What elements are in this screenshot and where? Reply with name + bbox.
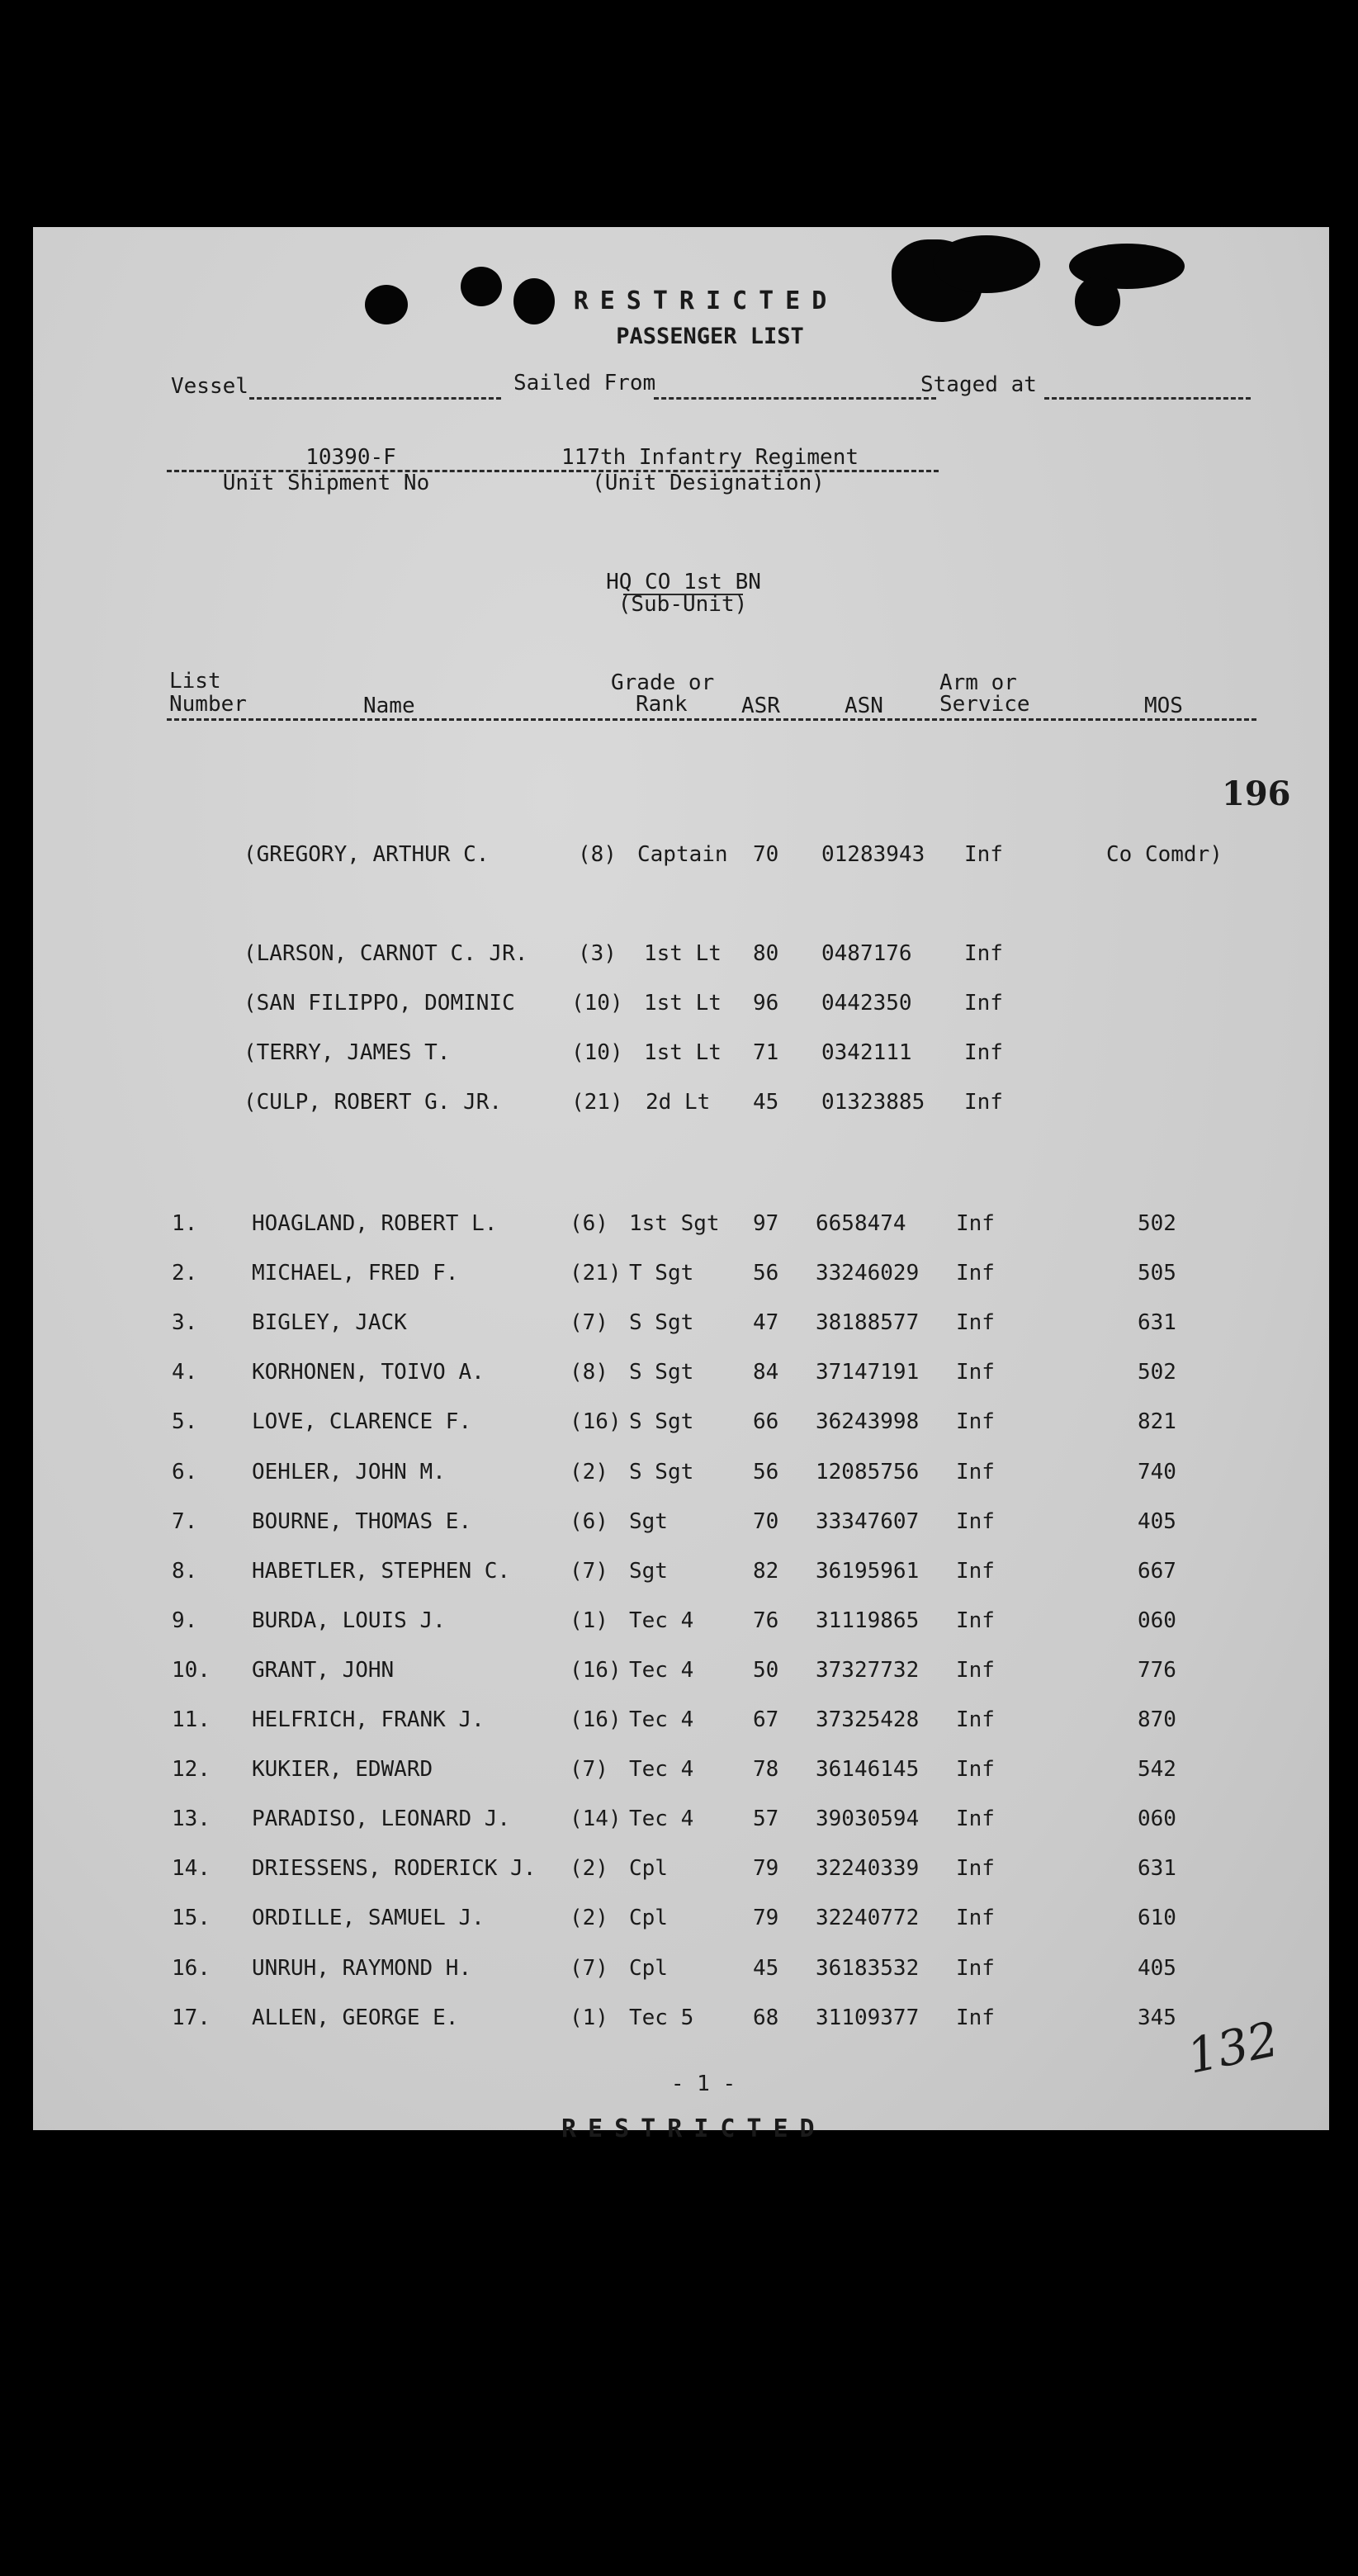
col-name: Name (363, 694, 415, 718)
row-number: 7. (172, 1509, 198, 1534)
enlisted-name: HELFRICH, FRANK J. (252, 1707, 485, 1732)
officer-arm: Inf (964, 941, 1003, 966)
enlisted-asr: 67 (753, 1707, 779, 1732)
col-rank: Rank (636, 692, 688, 717)
passenger-list-page (33, 227, 1329, 2143)
enlisted-arm: Inf (956, 1360, 995, 1385)
enlisted-code: (21) (570, 1261, 622, 1286)
enlisted-rank: Tec 4 (629, 1757, 694, 1782)
officer-name: (CULP, ROBERT G. JR. (244, 1090, 503, 1115)
enlisted-name: DRIESSENS, RODERICK J. (252, 1856, 537, 1881)
enlisted-mos: 631 (1138, 1310, 1176, 1335)
enlisted-rank: Cpl (629, 1956, 668, 1981)
enlisted-mos: 060 (1138, 1807, 1176, 1831)
officer-rank: 1st Lt (644, 1040, 722, 1065)
enlisted-mos: 776 (1138, 1658, 1176, 1683)
officer-code: (3) (578, 941, 617, 966)
enlisted-arm: Inf (956, 1509, 995, 1534)
enlisted-code: (16) (570, 1409, 622, 1434)
enlisted-asr: 68 (753, 2005, 779, 2030)
enlisted-arm: Inf (956, 1409, 995, 1434)
officer-name: (TERRY, JAMES T. (244, 1040, 451, 1065)
sub-unit-label: (Sub-Unit) (617, 592, 748, 617)
enlisted-arm: Inf (956, 1707, 995, 1732)
enlisted-asr: 79 (753, 1856, 779, 1881)
handwritten-mark: 132 (1182, 2010, 1284, 2085)
enlisted-asn: 37327732 (816, 1658, 920, 1683)
enlisted-asr: 56 (753, 1261, 779, 1286)
enlisted-name: HOAGLAND, ROBERT L. (252, 1211, 498, 1236)
enlisted-asn: 37147191 (816, 1360, 920, 1385)
officer-arm: Inf (964, 1040, 1003, 1065)
enlisted-name: BOURNE, THOMAS E. (252, 1509, 472, 1534)
row-number: 17. (172, 2005, 211, 2030)
enlisted-name: KORHONEN, TOIVO A. (252, 1360, 485, 1385)
enlisted-code: (16) (570, 1707, 622, 1732)
enlisted-rank: Cpl (629, 1906, 668, 1930)
officer-name: (SAN FILIPPO, DOMINIC (244, 991, 515, 1016)
enlisted-rank: S Sgt (629, 1409, 694, 1434)
list-title: PASSENGER LIST (616, 324, 804, 349)
enlisted-rank: Tec 4 (629, 1658, 694, 1683)
officer-asr: 80 (753, 941, 779, 966)
enlisted-mos: 631 (1138, 1856, 1176, 1881)
enlisted-asn: 31109377 (816, 2005, 920, 2030)
officer-asn: 01323885 (821, 1090, 925, 1115)
enlisted-code: (2) (570, 1906, 608, 1930)
officer-asr: 71 (753, 1040, 779, 1065)
enlisted-rank: Tec 4 (629, 1608, 694, 1633)
officer-code: (10) (571, 1040, 623, 1065)
enlisted-arm: Inf (956, 1856, 995, 1881)
enlisted-arm: Inf (956, 1807, 995, 1831)
enlisted-asr: 79 (753, 1906, 779, 1930)
col-mos: MOS (1144, 694, 1183, 718)
enlisted-rank: S Sgt (629, 1310, 694, 1335)
enlisted-asn: 32240339 (816, 1856, 920, 1881)
torn-edge (1075, 277, 1120, 326)
enlisted-rank: S Sgt (629, 1360, 694, 1385)
enlisted-mos: 405 (1138, 1956, 1176, 1981)
enlisted-asr: 78 (753, 1757, 779, 1782)
enlisted-asn: 33246029 (816, 1261, 920, 1286)
enlisted-name: UNRUH, RAYMOND H. (252, 1956, 472, 1981)
enlisted-name: KUKIER, EDWARD (252, 1757, 433, 1782)
enlisted-mos: 821 (1138, 1409, 1176, 1434)
officer-code: (21) (571, 1090, 623, 1115)
enlisted-mos: 542 (1138, 1757, 1176, 1782)
enlisted-name: LOVE, CLARENCE F. (252, 1409, 472, 1434)
officer-asn: 0487176 (821, 941, 912, 966)
officer-arm: Inf (964, 991, 1003, 1016)
punch-hole (365, 285, 408, 324)
enlisted-asr: 57 (753, 1807, 779, 1831)
shipment-number: 10390-F (305, 445, 396, 470)
enlisted-asn: 36195961 (816, 1559, 920, 1584)
enlisted-mos: 870 (1138, 1707, 1176, 1732)
enlisted-name: BURDA, LOUIS J. (252, 1608, 446, 1633)
enlisted-rank: Tec 4 (629, 1707, 694, 1732)
unit-designation: 117th Infantry Regiment (561, 445, 859, 470)
row-number: 16. (172, 1956, 211, 1981)
enlisted-asn: 12085756 (816, 1460, 920, 1485)
enlisted-asn: 37325428 (816, 1707, 920, 1732)
row-number: 11. (172, 1707, 211, 1732)
torn-edge (933, 235, 1040, 293)
row-number: 4. (172, 1360, 198, 1385)
enlisted-rank: Sgt (629, 1559, 668, 1584)
enlisted-code: (2) (570, 1856, 608, 1881)
enlisted-code: (1) (570, 2005, 608, 2030)
enlisted-asr: 97 (753, 1211, 779, 1236)
row-number: 13. (172, 1807, 211, 1831)
officer-name: (GREGORY, ARTHUR C. (244, 842, 490, 867)
enlisted-code: (6) (570, 1211, 608, 1236)
col-asn: ASN (845, 694, 883, 718)
enlisted-asr: 45 (753, 1956, 779, 1981)
enlisted-name: MICHAEL, FRED F. (252, 1261, 459, 1286)
restricted-heading: RESTRICTED (573, 286, 839, 315)
col-arm: Arm or (939, 670, 1017, 695)
row-number: 2. (172, 1261, 198, 1286)
enlisted-asn: 36146145 (816, 1757, 920, 1782)
enlisted-asn: 36183532 (816, 1956, 920, 1981)
officer-mos: Co Comdr) (1106, 842, 1223, 867)
enlisted-rank: T Sgt (629, 1261, 694, 1286)
enlisted-asr: 76 (753, 1608, 779, 1633)
enlisted-rank: Tec 5 (629, 2005, 694, 2030)
row-number: 14. (172, 1856, 211, 1881)
officer-rank: 1st Lt (644, 991, 722, 1016)
enlisted-mos: 740 (1138, 1460, 1176, 1485)
enlisted-code: (1) (570, 1608, 608, 1633)
enlisted-asr: 47 (753, 1310, 779, 1335)
sailed-from-label: Sailed From (513, 371, 656, 395)
vessel-label: Vessel (171, 374, 248, 399)
enlisted-name: ORDILLE, SAMUEL J. (252, 1906, 485, 1930)
enlisted-arm: Inf (956, 1559, 995, 1584)
enlisted-arm: Inf (956, 1310, 995, 1335)
enlisted-mos: 405 (1138, 1509, 1176, 1534)
enlisted-arm: Inf (956, 1211, 995, 1236)
enlisted-asr: 84 (753, 1360, 779, 1385)
enlisted-arm: Inf (956, 2005, 995, 2030)
enlisted-code: (8) (570, 1360, 608, 1385)
shipment-label: Unit Shipment No (222, 471, 430, 495)
row-number: 10. (172, 1658, 211, 1683)
enlisted-arm: Inf (956, 1757, 995, 1782)
enlisted-rank: Cpl (629, 1856, 668, 1881)
row-number: 9. (172, 1608, 198, 1633)
officer-rank: 2d Lt (646, 1090, 711, 1115)
officer-asr: 45 (753, 1090, 779, 1115)
col-list-number-2: Number (169, 692, 247, 717)
enlisted-rank: 1st Sgt (629, 1211, 720, 1236)
enlisted-asn: 31119865 (816, 1608, 920, 1633)
enlisted-asr: 66 (753, 1409, 779, 1434)
restricted-footer: RESTRICTED (561, 2114, 826, 2143)
enlisted-asn: 32240772 (816, 1906, 920, 1930)
row-number: 6. (172, 1460, 198, 1485)
enlisted-asn: 39030594 (816, 1807, 920, 1831)
enlisted-name: PARADISO, LEONARD J. (252, 1807, 511, 1831)
officer-asr: 70 (753, 842, 779, 867)
officer-arm: Inf (964, 842, 1003, 867)
enlisted-name: ALLEN, GEORGE E. (252, 2005, 459, 2030)
enlisted-asr: 56 (753, 1460, 779, 1485)
officer-rank: Captain (637, 842, 728, 867)
page-number: - 1 - (670, 2072, 736, 2096)
enlisted-asn: 33347607 (816, 1509, 920, 1534)
officer-asn: 0442350 (821, 991, 912, 1016)
staged-at-label: Staged at (920, 372, 1037, 397)
enlisted-asr: 50 (753, 1658, 779, 1683)
enlisted-arm: Inf (956, 1261, 995, 1286)
enlisted-mos: 667 (1138, 1559, 1176, 1584)
enlisted-asn: 6658474 (816, 1211, 906, 1236)
enlisted-mos: 610 (1138, 1906, 1176, 1930)
sub-unit: HQ CO 1st BN (606, 570, 761, 594)
enlisted-name: OEHLER, JOHN M. (252, 1460, 446, 1485)
officer-asn: 01283943 (821, 842, 925, 867)
enlisted-arm: Inf (956, 1460, 995, 1485)
enlisted-asr: 82 (753, 1559, 779, 1584)
enlisted-rank: S Sgt (629, 1460, 694, 1485)
enlisted-asr: 70 (753, 1509, 779, 1534)
enlisted-mos: 505 (1138, 1261, 1176, 1286)
row-number: 1. (172, 1211, 198, 1236)
enlisted-name: BIGLEY, JACK (252, 1310, 407, 1335)
stamp-number: 196 (1222, 774, 1291, 813)
unit-designation-label: (Unit Designation) (592, 471, 825, 495)
enlisted-asn: 36243998 (816, 1409, 920, 1434)
enlisted-name: GRANT, JOHN (252, 1658, 395, 1683)
officer-code: (8) (578, 842, 617, 867)
enlisted-arm: Inf (956, 1906, 995, 1930)
enlisted-mos: 060 (1138, 1608, 1176, 1633)
officer-arm: Inf (964, 1090, 1003, 1115)
officer-name: (LARSON, CARNOT C. JR. (244, 941, 528, 966)
enlisted-mos: 345 (1138, 2005, 1176, 2030)
enlisted-rank: Tec 4 (629, 1807, 694, 1831)
punch-hole (513, 278, 555, 324)
enlisted-arm: Inf (956, 1956, 995, 1981)
enlisted-code: (7) (570, 1559, 608, 1584)
col-list-number: List (169, 669, 221, 694)
enlisted-code: (14) (570, 1807, 622, 1831)
enlisted-code: (6) (570, 1509, 608, 1534)
enlisted-code: (2) (570, 1460, 608, 1485)
row-number: 3. (172, 1310, 198, 1335)
enlisted-code: (7) (570, 1956, 608, 1981)
officer-asn: 0342111 (821, 1040, 912, 1065)
punch-hole (461, 267, 502, 306)
enlisted-code: (7) (570, 1757, 608, 1782)
col-grade: Grade or (611, 670, 715, 695)
officer-rank: 1st Lt (644, 941, 722, 966)
enlisted-arm: Inf (956, 1608, 995, 1633)
col-asr: ASR (741, 694, 780, 718)
enlisted-asn: 38188577 (816, 1310, 920, 1335)
enlisted-code: (16) (570, 1658, 622, 1683)
row-number: 8. (172, 1559, 198, 1584)
row-number: 15. (172, 1906, 211, 1930)
enlisted-mos: 502 (1138, 1360, 1176, 1385)
officer-code: (10) (571, 991, 623, 1016)
officer-asr: 96 (753, 991, 779, 1016)
row-number: 5. (172, 1409, 198, 1434)
enlisted-name: HABETLER, STEPHEN C. (252, 1559, 511, 1584)
enlisted-arm: Inf (956, 1658, 995, 1683)
enlisted-rank: Sgt (629, 1509, 668, 1534)
enlisted-code: (7) (570, 1310, 608, 1335)
row-number: 12. (172, 1757, 211, 1782)
col-service: Service (939, 692, 1030, 717)
enlisted-mos: 502 (1138, 1211, 1176, 1236)
